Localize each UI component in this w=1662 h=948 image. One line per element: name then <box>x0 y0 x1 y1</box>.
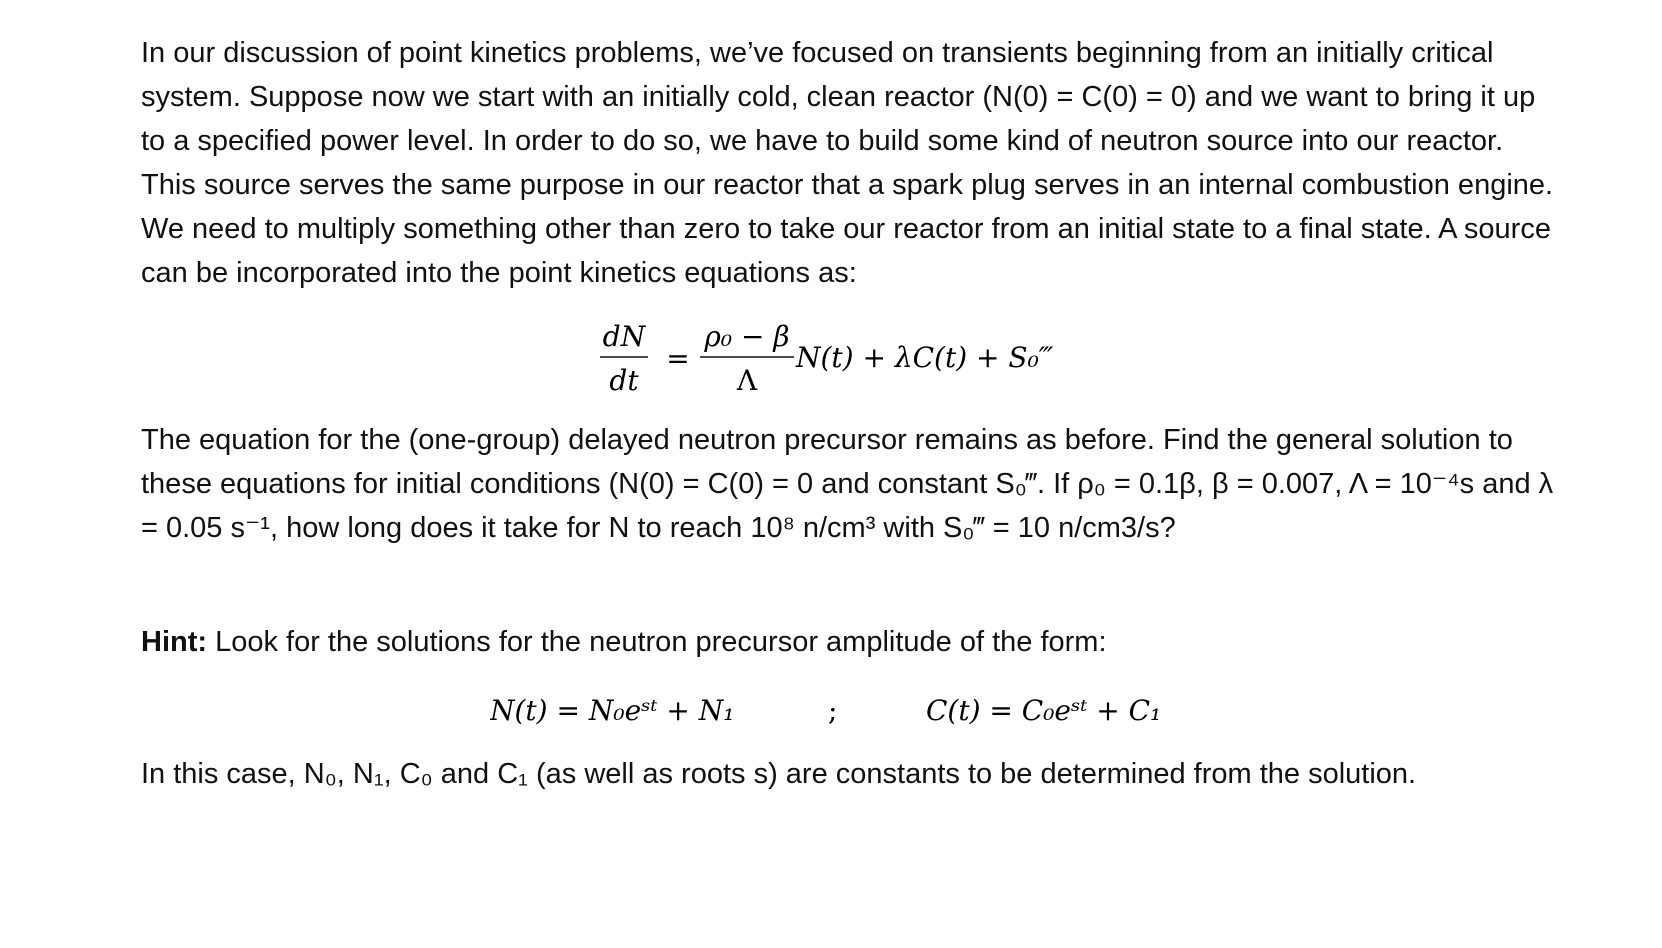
rhs-rest: N(t) + λC(t) + S₀‴ <box>796 341 1054 374</box>
rhs-denominator: Λ <box>736 364 758 397</box>
closing-text: In this case, N₀, N₁, C₀ and C₁ (as well as roots s) are constants to be determined from the solution. <box>141 758 1417 790</box>
hint-paragraph <box>141 620 1561 664</box>
closing-paragraph <box>141 752 1561 796</box>
hint-label: Hint: <box>141 626 208 658</box>
problem-text: The equation for the (one-group) delayed neutron precursor remains as before. Find the general solution to these equations for initial conditions (N(0) = C(0) = 0 and constant S₀‴. If ρ₀ = 0.1β, β = 0.007, Λ = 10⁻⁴s and λ = 0.05 s⁻¹, how long does it take for N to reach 10⁸ n/cm³ with S₀‴ = 10 n/cm3/s? <box>141 424 1554 544</box>
point-kinetics-equation <box>600 316 1160 406</box>
hint-text: Look for the solutions for the neutron precursor amplitude of the form: <box>207 626 1107 658</box>
equation-separator: ; <box>828 694 838 727</box>
c-solution-form: C(t) = C₀eˢᵗ + C₁ <box>926 694 1162 727</box>
lhs-numerator: dN <box>602 320 646 353</box>
equals-sign: = <box>666 342 690 375</box>
problem-paragraph <box>141 418 1561 550</box>
n-solution-form: N(t) = N₀eˢᵗ + N₁ <box>490 694 735 727</box>
solution-form-equation <box>490 684 1210 734</box>
lhs-denominator: dt <box>609 364 639 397</box>
intro-text: In our discussion of point kinetics problems, we’ve focused on transients beginning from an initially critical system. Suppose now we start with an initially cold, clean reactor (N(0) = C(0) = 0) and we want to bring it up to a specified power level. In order to do so, we have to build some kind of neutron source into our reactor. This source serves the same purpose in our reactor that a spark plug serves in an internal combustion engine. We need to multiply something other than zero to take our reactor from an initial state to a final state. A source can be incorporated into the point kinetics equations as: <box>141 37 1554 289</box>
intro-paragraph <box>141 31 1561 295</box>
rhs-numerator: ρ₀ − β <box>704 320 790 353</box>
